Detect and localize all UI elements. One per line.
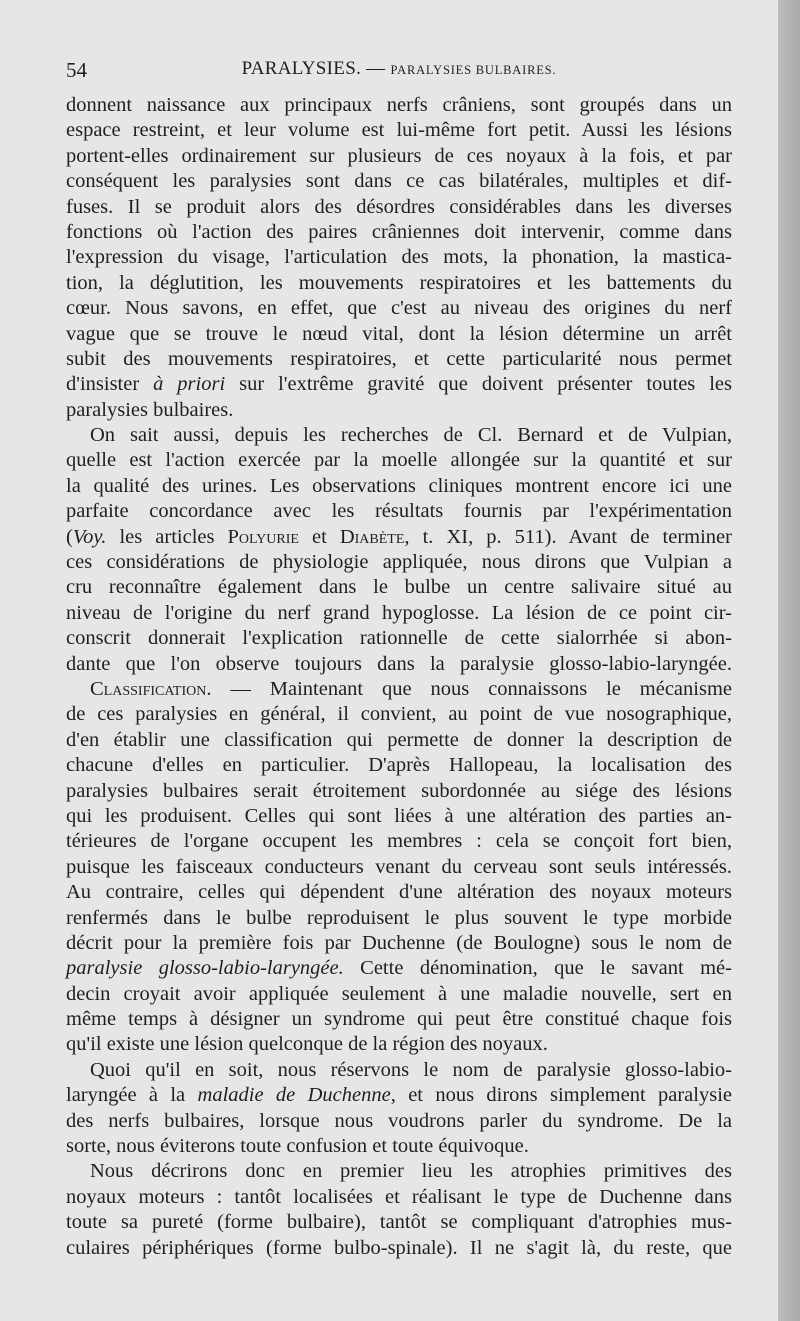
text-line: subit des mouvements respiratoires, et cette particularité nous permet bbox=[66, 347, 732, 370]
text-line: conséquent les paralysies sont dans ce cas bilatérales, multiples et dif- bbox=[66, 170, 732, 193]
text-line: paralysies bulbaires serait étroitement subordonnée au siége des lésions bbox=[66, 779, 732, 802]
text-line: puisque les faisceaux conducteurs venant du cerveau sont seuls intéressés. bbox=[66, 855, 732, 878]
italic-term: à priori bbox=[153, 373, 226, 396]
running-title-main: PARALYSIES. bbox=[241, 58, 362, 79]
page-edge-shadow bbox=[778, 0, 800, 1321]
paragraph-start-line: Nous décrirons donc en premier lieu les atrophies primitives des bbox=[90, 1160, 732, 1183]
text-line: cœur. Nous savons, en effet, que c'est au niveau des origines du nerf bbox=[66, 297, 732, 320]
text-line: sorte, nous éviterons toute confusion et toute équivoque. bbox=[66, 1135, 529, 1158]
text-line: vague que se trouve le nœud vital, dont la lésion détermine un arrêt bbox=[66, 322, 732, 345]
text-line: paralysies bulbaires. bbox=[66, 398, 234, 421]
text-line: culaires périphériques (forme bulbo-spinale). Il ne s'agit là, du reste, que bbox=[66, 1236, 732, 1259]
italic-term: maladie de Duchenne bbox=[197, 1084, 391, 1107]
text-line bbox=[66, 525, 732, 550]
text-segment: . — Maintenant que nous connaissons le mécanisme bbox=[206, 677, 732, 700]
text-line: l'expression du visage, l'articulation des mots, la phonation, la mastica- bbox=[66, 246, 732, 269]
text-line: térieures de l'organe occupent les membres : cela se conçoit fort bien, bbox=[66, 830, 732, 853]
text-segment: laryngée à la bbox=[66, 1084, 198, 1107]
text-segment: d'insister bbox=[66, 373, 154, 396]
text-line: chacune d'elles en particulier. D'après Hallopeau, la localisation des bbox=[66, 754, 732, 777]
text-line: la qualité des urines. Les observations cliniques montrent encore ici une bbox=[66, 474, 732, 497]
paragraph-start-line: On sait aussi, depuis les recherches de Cl. Bernard et de Vulpian, bbox=[90, 424, 732, 447]
text-line: portent-elles ordinairement sur plusieurs de ces noyaux à la fois, et par bbox=[66, 144, 732, 167]
text-line: renfermés dans le bulbe reproduisent le plus souvent le type morbide bbox=[66, 906, 732, 929]
text-line: dante que l'on observe toujours dans la paralysie glosso-labio-laryngée. bbox=[66, 652, 732, 675]
page-number: 54 bbox=[66, 58, 87, 82]
text-line: quelle est l'action exercée par la moelle allongée sur la quantité et sur bbox=[66, 449, 732, 472]
body-text bbox=[66, 93, 732, 1261]
text-line: d'en établir une classification qui permette de donner la description de bbox=[66, 728, 732, 751]
text-line: fuses. Il se produit alors des désordres considérables dans les diverses bbox=[66, 195, 732, 218]
text-line: donnent naissance aux principaux nerfs crâniens, sont groupés dans un bbox=[66, 94, 732, 116]
text-line bbox=[66, 956, 732, 981]
paragraph-start-line: Quoi qu'il en soit, nous réservons le nom de paralysie glosso-labio- bbox=[90, 1058, 732, 1081]
text-line: fonctions où l'action des paires crâniennes doit intervenir, comme dans bbox=[66, 220, 732, 243]
running-title bbox=[66, 58, 732, 80]
text-line: niveau de l'origine du nerf grand hypoglosse. La lésion de ce point cir- bbox=[66, 601, 732, 624]
text-line: qu'il existe une lésion quelconque de la région des noyaux. bbox=[66, 1033, 548, 1056]
text-segment: sur l'extrême gravité que doivent présenter toutes les bbox=[225, 373, 732, 396]
text-line: noyaux moteurs : tantôt localisées et réalisant le type de Duchenne dans bbox=[66, 1185, 732, 1208]
text-line: conscrit donnerait l'explication rationnelle de cette sialorrhée si abon- bbox=[66, 627, 732, 650]
text-line: decin croyait avoir appliquée seulement à une maladie nouvelle, sert en bbox=[66, 982, 732, 1005]
small-caps-term: Polyurie bbox=[227, 525, 299, 548]
text-line: décrit pour la première fois par Duchenne (de Boulogne) sous le nom de bbox=[66, 931, 732, 954]
text-line: de ces paralysies en général, il convient, au point de vue nosographique, bbox=[66, 703, 732, 726]
text-line: tion, la déglutition, les mouvements respiratoires et les battements du bbox=[66, 271, 732, 294]
text-line: parfaite concordance avec les résultats fournis par l'expérimentation bbox=[66, 500, 732, 523]
text-line bbox=[66, 1083, 732, 1108]
italic-term: paralysie glosso-labio-laryngée. bbox=[66, 957, 344, 980]
text-segment: Cette dénomination, que le savant mé- bbox=[343, 957, 732, 980]
text-line: cru reconnaître également dans le bulbe un centre salivaire situé au bbox=[66, 576, 732, 599]
text-line: même temps à désigner un syndrome qui peut être constitué chaque fois bbox=[66, 1008, 732, 1031]
text-segment: ( bbox=[66, 525, 73, 548]
text-line: espace restreint, et leur volume est lui-même fort petit. Aussi les lésions bbox=[66, 119, 732, 142]
text-segment: et bbox=[298, 525, 340, 548]
page-header bbox=[66, 58, 732, 88]
text-line: des nerfs bulbaires, lorsque nous voudrons parler du syndrome. De la bbox=[66, 1109, 732, 1132]
section-heading: Classification bbox=[90, 677, 207, 700]
running-title-subtitle: PARALYSIES BULBAIRES. bbox=[390, 63, 557, 77]
text-line bbox=[66, 372, 732, 397]
running-title-separator: — bbox=[361, 58, 391, 79]
text-segment: les articles bbox=[106, 525, 228, 548]
text-segment: , et nous dirons simplement paralysie bbox=[390, 1084, 733, 1107]
section-heading-line bbox=[66, 677, 732, 702]
text-line: ces considérations de physiologie appliquée, nous dirons que Vulpian a bbox=[66, 551, 732, 574]
text-line: qui les produisent. Celles qui sont liées à une altération des parties an- bbox=[66, 804, 732, 827]
text-segment: , t. XI, p. 511). Avant de terminer bbox=[404, 525, 732, 548]
small-caps-term: Diabète bbox=[339, 525, 405, 548]
text-line: toute sa pureté (forme bulbaire), tantôt se compliquant d'atrophies mus- bbox=[66, 1211, 732, 1234]
text-line: Au contraire, celles qui dépendent d'une altération des noyaux moteurs bbox=[66, 881, 732, 904]
italic-term: Voy. bbox=[72, 525, 107, 548]
